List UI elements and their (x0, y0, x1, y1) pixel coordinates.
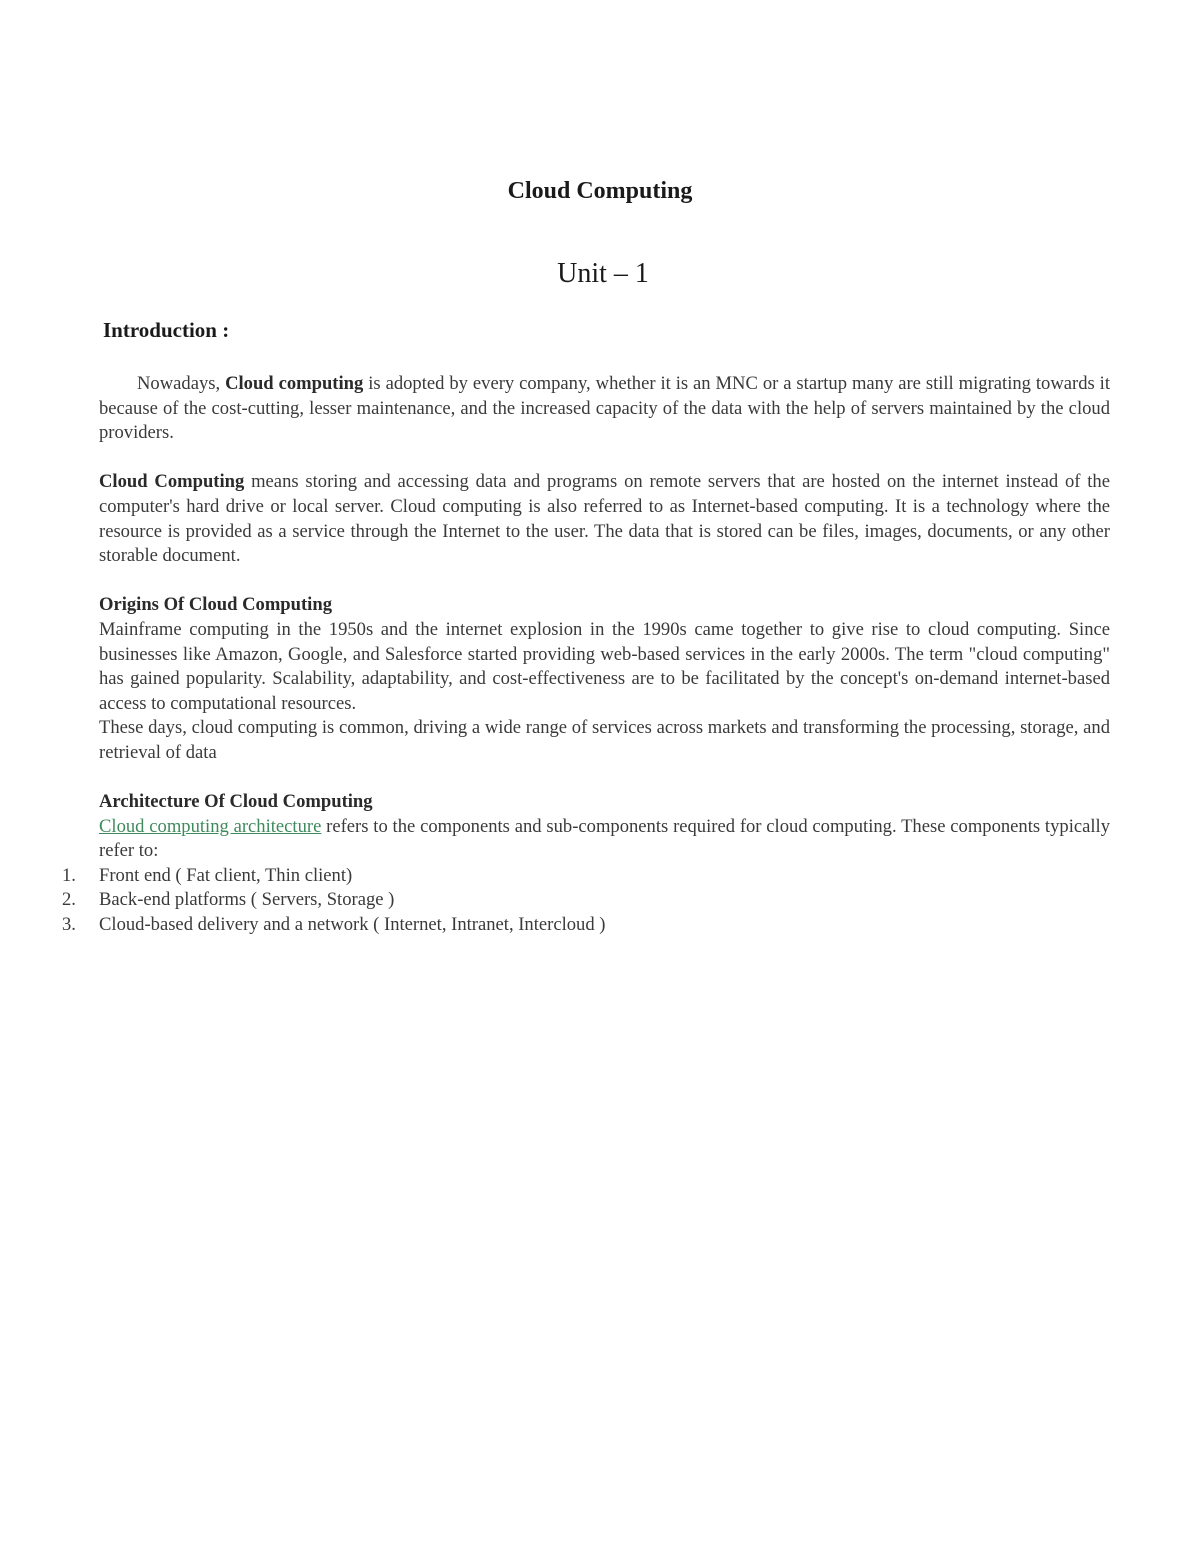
list-item (62, 888, 1110, 913)
list-item-text: Back-end platforms ( Servers, Storage ) (99, 889, 395, 911)
origins-paragraph-2: These days, cloud computing is common, driving a wide range of services across markets and transforming the processing, storage, and retrieval of data (99, 717, 1110, 763)
paragraph-spacer (99, 766, 1110, 791)
architecture-rest-text: refers to the components and sub-components required for cloud computing. These components typically refer to: (99, 815, 1110, 862)
architecture-link[interactable]: Cloud computing architecture (99, 815, 322, 837)
list-item-number: 1. (62, 864, 76, 886)
list-item-number: 3. (62, 914, 76, 936)
origins-heading: Origins Of Cloud Computing (99, 594, 332, 616)
list-item (62, 913, 1110, 938)
intro-lead-text: Nowadays, (137, 373, 226, 394)
architecture-heading: Architecture Of Cloud Computing (99, 791, 373, 813)
document-title: Cloud Computing (507, 178, 693, 204)
definition-bold-term: Cloud Computing (99, 471, 245, 493)
unit-heading: Unit – 1 (557, 258, 649, 289)
definition-paragraph (99, 470, 1110, 568)
paragraph-spacer (99, 446, 1110, 471)
definition-rest-text: means storing and accessing data and programs on remote servers that are hosted on the internet instead of the computer's hard drive or local server. Cloud computing is also referred to as Internet-based computing. It is a technology where the resource is provided as a service through the Internet to the user. The data that is stored can be files, images, documents, or any other storable document. (99, 471, 1110, 567)
list-item-number: 2. (62, 889, 76, 911)
intro-paragraph (99, 372, 1110, 446)
list-item (62, 864, 1110, 889)
introduction-heading: Introduction : (103, 318, 230, 342)
intro-bold-term: Cloud computing (225, 373, 364, 394)
list-item-text: Front end ( Fat client, Thin client) (99, 864, 353, 886)
origins-paragraph-1: Mainframe computing in the 1950s and the internet explosion in the 1990s came together to give rise to cloud computing. Since businesses like Amazon, Google, and Salesforce started providing web-based services in the early 2000s. The term "cloud computing" has gained popularity. Scalability, adaptability, and cost-effectiveness are to be facilitated by the concept's on-demand internet-based access to computational resources. (99, 618, 1110, 714)
components-list (62, 864, 1110, 938)
paragraph-spacer (99, 569, 1110, 594)
document-body (62, 372, 1111, 938)
architecture-paragraph (99, 815, 1110, 864)
intro-rest-text: is adopted by every company, whether it is an MNC or a startup many are still migrating towards it because of the cost-cutting, lesser maintenance, and the increased capacity of the data with the help of servers maintained by the cloud providers. (99, 373, 1111, 444)
list-item-text: Cloud-based delivery and a network ( Internet, Intranet, Intercloud ) (99, 914, 606, 936)
